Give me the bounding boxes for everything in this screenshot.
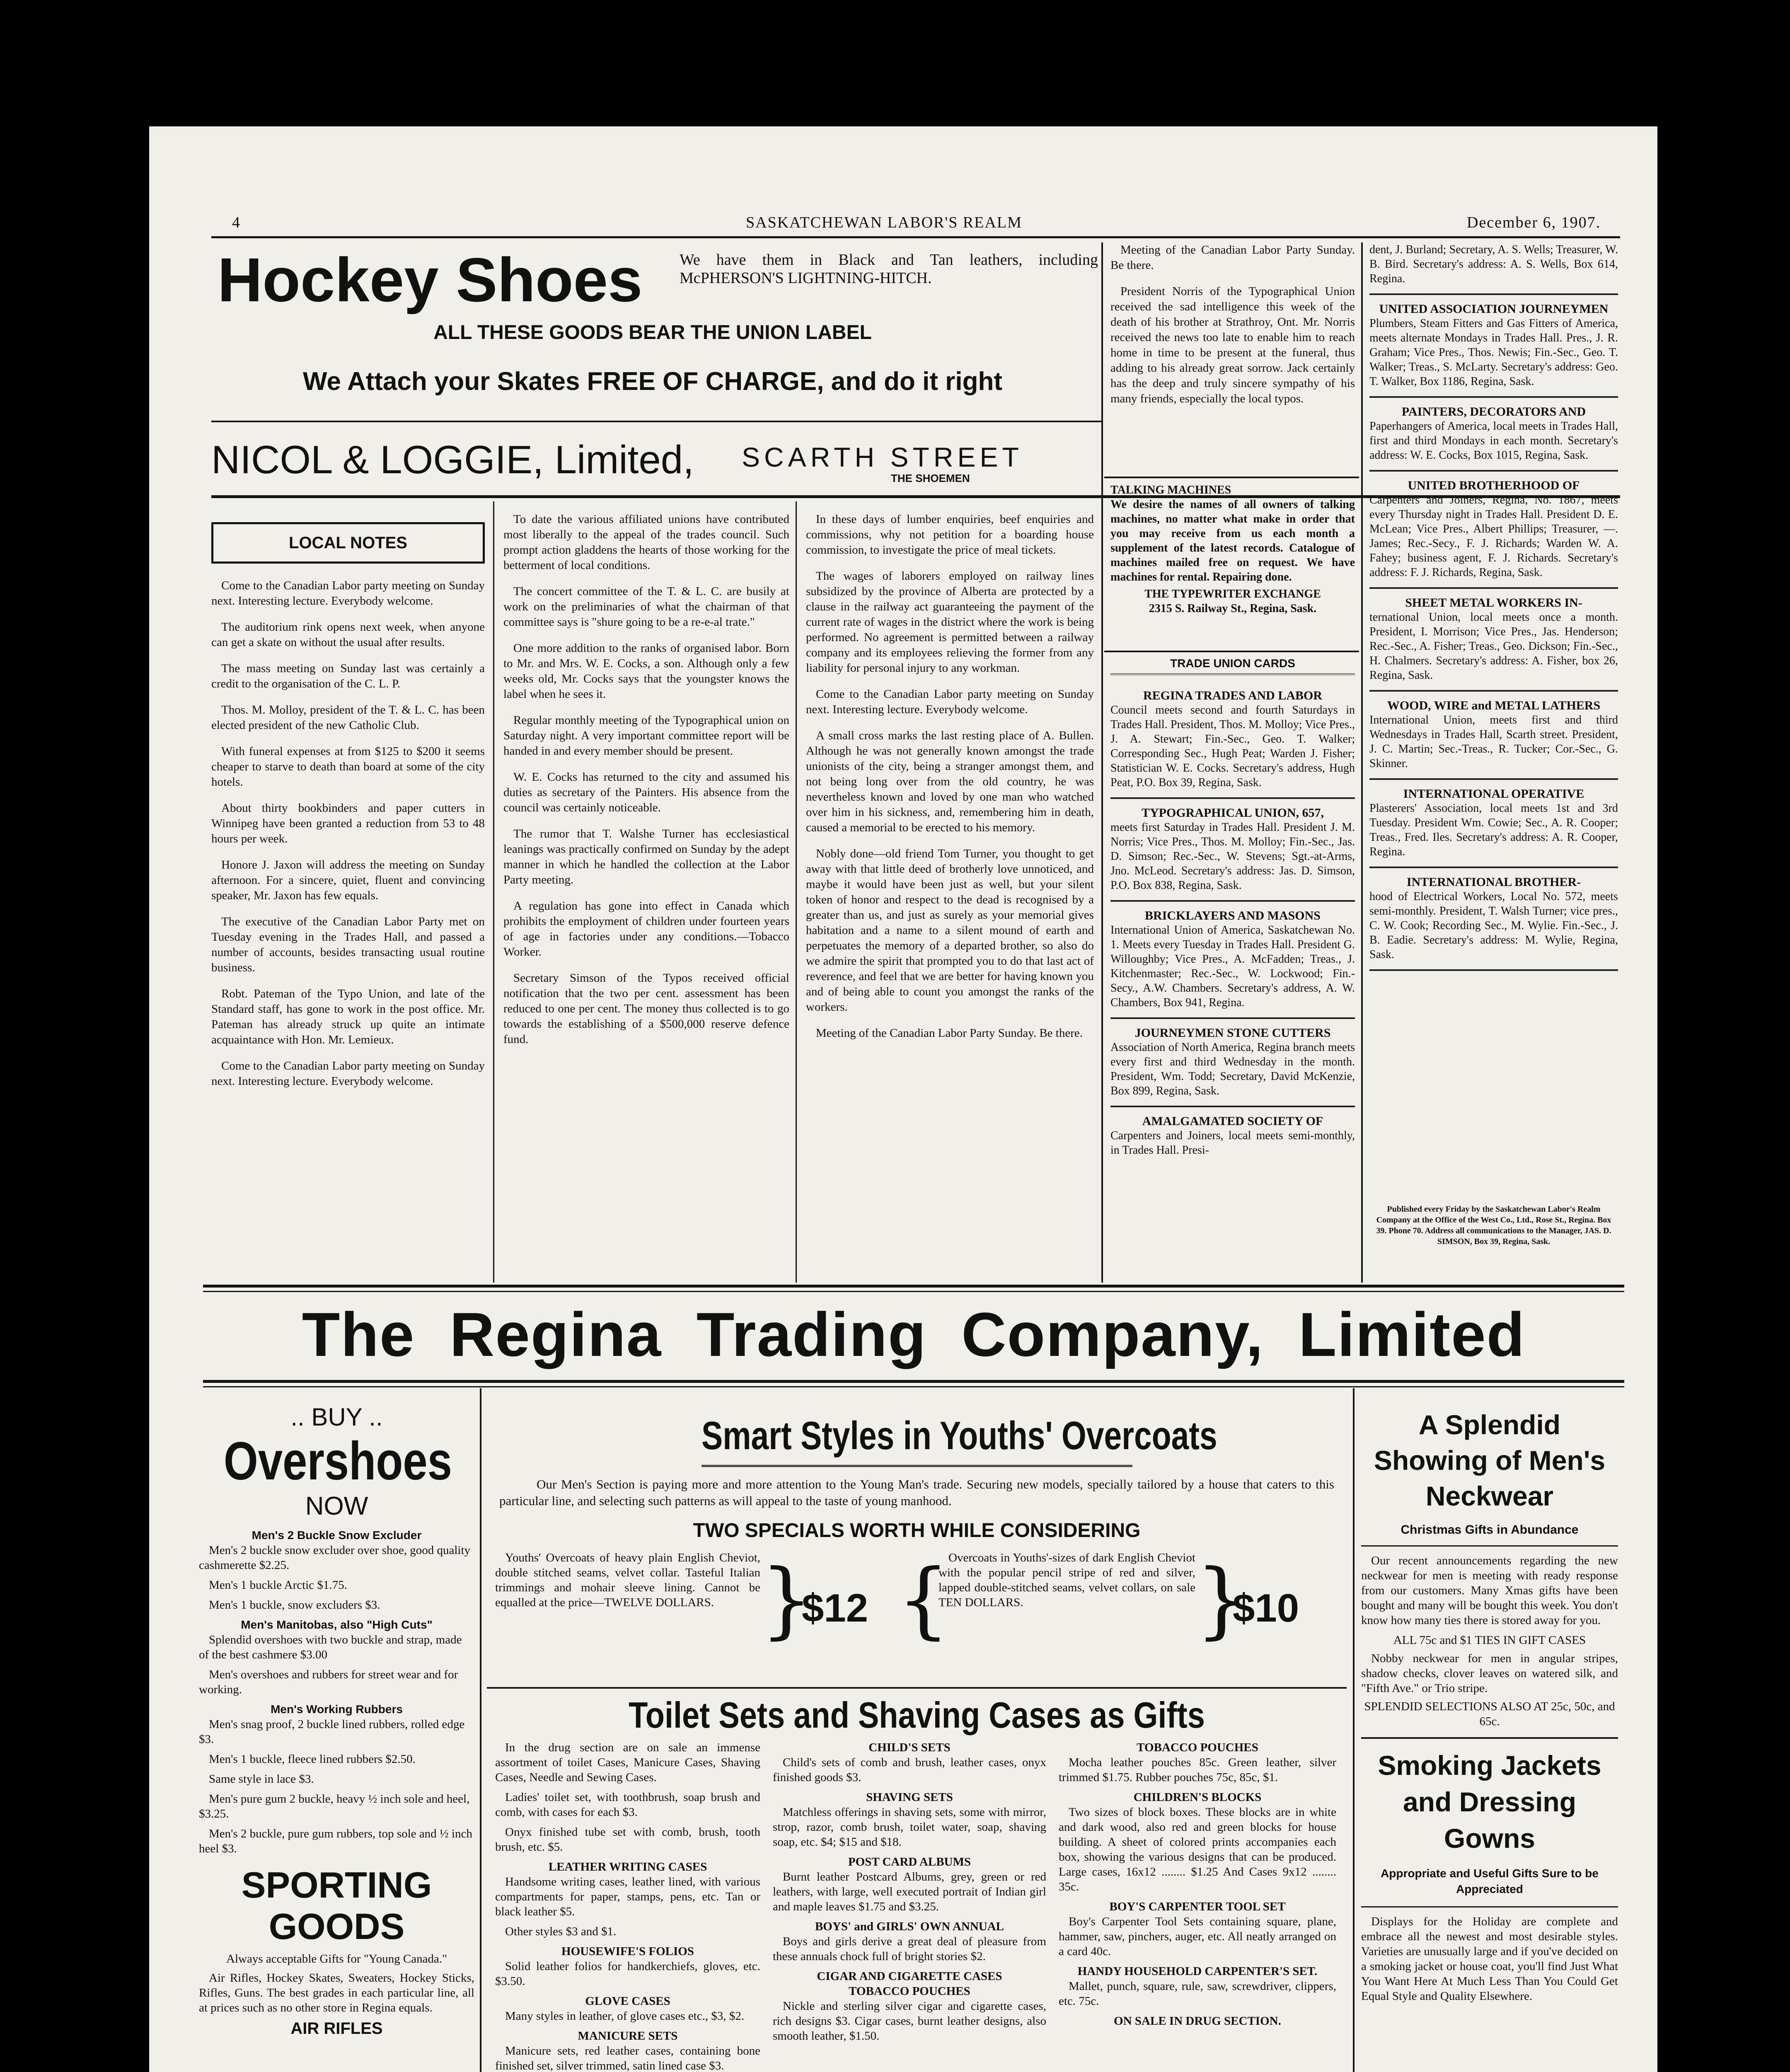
shoemen-tagline: THE SHOEMEN [891,472,970,484]
youths-intro: Our Men's Section is paying more and more attention to the Young Man's trade. Securing new models, specially tailored by a house that caters to this particular line, and selecting such patterns as will appeal to the taste of young manhood. [499,1477,1334,1508]
gift-item: TOBACCO POUCHES Mocha leather pouches 85c. Green leather, silver trimmed $1.75. Rubber pouches 75c, 85c, $1. [1059,1741,1336,1784]
typewriter-exchange-address: 2315 S. Railway St., Regina, Sask. [1149,602,1317,615]
overshoe-item: Men's 2 Buckle Snow Excluder Men's 2 buckle snow excluder over shoe, good quality cashmerette $2.25. [199,1529,471,1572]
brace: } [1195,1552,1248,1648]
gift-item: LEATHER WRITING CASES Handsome writing cases, leather lined, with various compartments for paper, stamps, pens, etc. Tan or black leather $5. [495,1860,760,1918]
union-card: PAINTERS, DECORATORS AND Paperhangers of America, local meets in Trades Hall, first and third Mondays in each month. Secretary's address: W. E. Cocks, Box 1015, Regina, Sask. [1369,398,1618,472]
gift-item: GLOVE CASES Many styles in leather, of glove cases etc., $3, $2. [505,1995,745,2023]
now-line: NOW [305,1492,368,1520]
neckwear-rule [1361,1737,1618,1739]
hockey-shoes-title: Hockey Shoes [218,245,643,315]
air-rifles-line: AIR RIFLES [290,2019,383,2038]
smoking-jackets-text: Displays for the Holiday are complete and embrace all the newest and most desirable styles. Varieties are unusually large and if you've decided on a smoking jacket or house coat, you'll find Just What You Want Here At Much Less Than You Could Get Equal Style and Quality Elsewhere. [1361,1915,1618,2003]
gift-item: Onyx finished tube set with comb, brush, tooth brush, etc. $5. [495,1825,760,1854]
local-notes-col3 [806,512,1094,1283]
overshoe-item: Men's Working Rubbers Men's snag proof, 2 buckle lined rubbers, rolled edge $3. [199,1703,465,1746]
note: W. E. Cocks has returned to the city and assumed his duties as secretary of the Painters. His absence from the council was certainly noticeable. [503,770,789,814]
gift-item: CHILDREN'S BLOCKS Two sizes of block boxes. These blocks are in white and dark wood, also red and green blocks for house building. A sheet of colored prints accompanies each box, showing the various designs that can be produced. Large cases, 16x12 ........ $1.25 And Cases 9x12 ........ 35c. [1059,1791,1336,1893]
union-card: AMALGAMATED SOCIETY OF Carpenters and Joiners, local meets semi-monthly, in Trades Hall. Presi- [1110,1114,1355,1157]
nicol-loggie-name: NICOL & LOGGIE, Limited, [211,438,694,482]
band-rule-top [203,1285,1624,1288]
neckwear-rule [1361,1545,1618,1547]
note: Meeting of the Canadian Labor Party Sunday. Be there. [816,1026,1083,1040]
gift-item: Other styles $3 and $1. [505,1925,617,1938]
toilet-columns [487,1740,1347,2072]
union-card: UNITED BROTHERHOOD OF Carpenters and Joiners, Regina, No. 1867, meets every Thursday night in Trades Hall. President D. E. McLean; Vice Pres., Albert Phillips; Treasurer, —. James; Rec.-Secy., F. J. Richards; Warden W. A. Fahey; business agent, F. J. Richards. Secretary's address: F. J. Richards, Regina, Sask. [1369,472,1618,589]
column-divider [796,501,797,1283]
note: The rumor that T. Walshe Turner has ecclesiastical leanings was practically confirmed on Sunday by the adept manner in which he handled the collection at the Labor Party meeting. [503,827,789,886]
newspaper-page [149,126,1657,2072]
union-cards-col5 [1369,242,1618,1196]
note: Thos. M. Molloy, president of the T. & L. C. has been elected president of the new Catholic Club. [211,703,485,732]
note: A small cross marks the last resting place of A. Bullen. Although he was not generally known amongst the trade unionists of the city, being a stranger amongst them, and not being long over from the old country, he was nevertheless known and loved by one man who watched over him in his sickness, and, remembering him in death, caused a memorial to be erected to his memory. [806,729,1094,834]
neckwear-text-2: Nobby neckwear for men in angular stripes, shadow checks, clover leaves on watered silk, and "Fifth Ave." or Trio stripe. [1361,1652,1618,1695]
buy-line: .. BUY .. [290,1403,383,1431]
overshoe-item: Men's 1 buckle, snow excluders $3. [209,1598,380,1612]
gift-item: Ladies' toilet set, with toothbrush, soap brush and comb, with cases for each $3. [495,1791,760,1819]
special-12-text: Youths' Overcoats of heavy plain English Cheviot, double stitched seams, velvet collar. Tasteful Italian trimmings and mohair sleeve lining. Cannot be equalled at the price—TWELVE DOLLARS. [495,1551,760,1609]
gift-item: SHAVING SETS Matchless offerings in shaving sets, some with mirror, strop, razor, comb brush, toilet water, soap, shaving soap, etc. $4; $15 and $18. [773,1791,1046,1849]
column-divider [493,501,494,1283]
brace: } [760,1552,813,1648]
paper-name: SASKATCHEWAN LABOR'S REALM [746,214,1022,231]
toilet-sets-heading: Toilet Sets and Shaving Cases as Gifts [629,1694,1205,1736]
column-divider [1361,242,1363,1283]
overshoe-item: Men's overshoes and rubbers for street wear and for working. [199,1668,458,1696]
sporting-goods-sub: Always acceptable Gifts for "Young Canada." [226,1952,447,1965]
note: Come to the Canadian Labor party meeting on Sunday next. Interesting lecture. Everybody welcome. [211,1059,485,1088]
ad-column-divider [480,1388,481,2072]
ties-heading: ALL 75c and $1 TIES IN GIFT CASES [1393,1634,1586,1647]
toilet-col3 [1059,1740,1336,2033]
note: President Norris of the Typographical Union received the sad intelligence this week of the death of his brother at Strathroy, Ont. Mr. Norris received the news too late to enable him to reach home in time to be present at the funeral, thus adding to his already great sorrow. Jack certainly has the deep and truly sincere sympathy of his many friends, especially the local typos. [1110,285,1355,405]
skates-line: We Attach your Skates FREE OF CHARGE, and do it right [303,367,1002,396]
gift-item: BOY'S CARPENTER TOOL SET Boy's Carpenter Tool Sets containing square, plane, hammer, saw, pinchers, auger, etc. All neatly arranged on a card 40c. [1059,1900,1336,1958]
neckwear-ad [1361,1407,1618,2072]
splendid-selections: SPLENDID SELECTIONS ALSO AT 25c, 50c, and 65c. [1364,1700,1615,1728]
regina-trading-title: The Regina Trading Company, Limited [302,1300,1526,1369]
toilet-col1 [495,1740,760,2072]
union-card: INTERNATIONAL OPERATIVE Plasterers' Association, local meets 1st and 3rd Tuesday. President Wm. Cowie; Sec., A. R. Cooper; Treas., Fred. Iles. Secretary's address: A. R. Cooper, Regina. [1369,780,1618,868]
note: In these days of lumber enquiries, beef enquiries and commissions, why not petition for a boarding house commission, to investigate the price of meal tickets. [806,513,1094,557]
union-card: SHEET METAL WORKERS IN- ternational Union, local meets once a month. President, I. Morrison; Vice Pres., Jas. Henderson; Rec.-Sec., A. Fisher; Treas., Geo. Dickson; Fin.-Sec., H. Chalmers. Secretary's address: A. Fisher, box 26, Regina, Sask. [1369,589,1618,692]
page-number: 4 [232,214,241,231]
gift-item: In the drug section are on sale an immense assortment of toilet Cases, Manicure Cases, Shaving Cases, Needle and Sewing Cases. [495,1741,760,1784]
ad-rule [211,421,1102,422]
sporting-goods-heading: SPORTING GOODS [241,1864,432,1947]
specials-row [487,1546,1347,1687]
union-card: TYPOGRAPHICAL UNION, 657, meets first Saturday in Trades Hall. President J. M. Norris; Vice Pres., Thos. M. Molloy; Fin.-Sec., Jas. D. Simson; Rec.-Sec., W. Stevens; Sgt.-at-Arms, Jno. McLeod. Secretary's address: Jas. D. Simson, P.O. Box 838, Regina, Sask. [1110,799,1355,902]
column-divider [1101,242,1103,1283]
union-card: JOURNEYMEN STONE CUTTERS Association of North America, Regina branch meets every first and third Wednesday in the month. President, Wm. Todd; Secretary, David McKenzie, Box 899, Regina, Sask. [1110,1019,1355,1107]
note: Robt. Pateman of the Typo Union, and late of the Standard staff, has gone to work in the post office. Mr. Pateman has already struck up quite an intimate acquaintance with Hon. Mr. Lemieux. [211,987,485,1046]
overshoes-heading: Overshoes [223,1431,452,1491]
note: The concert committee of the T. & L. C. are busily at work on the preliminaries of what the chairman of that committee says is "shure going to be a re-e-al trate." [503,585,789,629]
brace: { [897,1552,950,1648]
column-rule [1104,651,1359,652]
smoking-jackets-heading: Smoking Jackets and Dressing Gowns [1378,1750,1601,1854]
ad-column-divider [1353,1388,1355,2072]
union-card: WOOD, WIRE and METAL LATHERS International Union, meets first and third Wednesdays in Trades Hall, Scarth street. President, J. C. Martin; Sec.-Treas., R. Tucker; Cor.-Sec., G. Skinner. [1369,692,1618,780]
header-rule [211,236,1620,238]
note: A regulation has gone into effect in Canada which prohibits the employment of children under fourteen years of age in factories under any conditions.—Tobacco Worker. [503,899,789,959]
union-label-line: ALL THESE GOODS BEAR THE UNION LABEL [433,322,872,344]
gift-item: ON SALE IN DRUG SECTION. [1114,2014,1281,2028]
union-card: UNITED ASSOCIATION JOURNEYMEN Plumbers, Steam Fitters and Gas Fitters of America, meets alternate Mondays in Trades Hall. Pres., J. R. Graham; Vice Pres., Thos. Newis; Fin.-Sec., Geo. T. Walker; Treas., S. McLarty. Secretary's address: Geo. T. Walker, Box 1186, Regina, Sask. [1369,295,1618,398]
overshoe-item: Men's 1 buckle, fleece lined rubbers $2.50. [209,1752,416,1766]
publisher-imprint: Published every Friday by the Saskatchewan Labor's Realm Company at the Office of the West Co., Ltd., Rose St., Regina. Box 39. Phone 70. Address all communications to the Manager, JAS. D. SIMSON, Box 39, Regina, Sask. [1376,1205,1611,1246]
note: Honore J. Jaxon will address the meeting on Sunday afternoon. For a sincere, quiet, fluent and convincing speaker, Mr. Jaxon has few equals. [211,858,485,902]
note: Nobly done—old friend Tom Turner, you thought to get away with that little deed of brotherly love unnoticed, and maybe it would have been just as well, but your silent token of honor and respect to the dead is recognised by a greater than us, and just as surely as your memorial gives habitation and a name to a silent mound of earth and perpetuates the memory of a departed brother, so also do we admire the spirit that prompted you to do that last act of reverence, and feel that we are better for having known you and of being able to count you amongst the ranks of the workers. [806,847,1094,1014]
overshoe-item: Men's 2 buckle, pure gum rubbers, top sole and ½ inch heel $3. [199,1827,472,1855]
note: Come to the Canadian Labor party meeting on Sunday next. Interesting lecture. Everybody welcome. [211,579,485,608]
overshoe-item: Men's 1 buckle Arctic $1.75. [209,1578,347,1592]
center-ad-column [487,1399,1347,2072]
note: Secretary Simson of the Typos received official notification that the two per cent. assessment has been reduced to one per cent. The money thus collected is to go towards the establishing of a $500,000 reserve defence fund. [503,971,789,1046]
special-10-text: Overcoats in Youths'-sizes of dark English Cheviot with the popular pencil stripe of red and silver, lapped double-stitched seams, velvet collars, on sale TEN DOLLARS. [939,1551,1195,1609]
gift-item: HOUSEWIFE'S FOLIOS Solid leather folios for handkerchiefs, gloves, etc. $3.50. [495,1945,760,1988]
special-12-price: $12 [802,1586,868,1630]
gift-item: TOBACCO POUCHES Nickle and sterling silver cigar and cigarette cases, rich designs $3. Cigar cases, burnt leather designs, also smooth leather, $1.50. [773,1985,1046,2043]
gift-item: BOYS' and GIRLS' OWN ANNUAL Boys and girls derive a great deal of pleasure from these annuals chock full of bright stories $2. [773,1920,1046,1963]
christmas-gifts-sub: Christmas Gifts in Abundance [1401,1523,1579,1537]
scarth-street: SCARTH STREET [742,442,1023,472]
note: One more addition to the ranks of organised labor. Born to Mr. and Mrs. W. E. Cocks, a son. Although only a few weeks old, Mr. Cocks says that the youngster knows the label when he sees it. [503,641,789,701]
trade-union-cards-heading: TRADE UNION CARDS [1110,657,1355,675]
overshoes-ad [199,1403,474,2072]
union-card: INTERNATIONAL BROTHER- hood of Electrical Workers, Local No. 572, meets semi-monthly. President, T. Walsh Turner; vice pres., C. W. Cook; Recording Sec., M. Wylie. Fin.-Sec., J. B. Eadie. Secretary's address: M. Wylie, Regina, Sask. [1369,868,1618,971]
note: The auditorium rink opens next week, when anyone can get a skate on without the usual after results. [211,620,485,649]
band-rule-top-thin [203,1291,1624,1292]
note: The mass meeting on Sunday last was certainly a credit to the organisation of the C. L. P. [211,662,485,690]
local-notes-col1 [211,578,485,1283]
two-specials-heading: TWO SPECIALS WORTH WHILE CONSIDERING [693,1520,1141,1542]
center-ad-rule [487,1687,1347,1689]
hockey-side-text: We have them in Black and Tan leathers, including McPHERSON'S LIGHTNING-HITCH. [680,251,1098,287]
band-rule-bottom-thin [203,1386,1624,1387]
note: The executive of the Canadian Labor Party met on Tuesday evening in the Trades Hall, and passed a number of accounts, besides transacting usual routine business. [211,915,485,974]
neckwear-heading: A Splendid Showing of Men's Neckwear [1374,1409,1606,1511]
local-notes-col2 [503,512,789,1283]
column-rule [1104,477,1359,478]
special-10-price: $10 [1233,1586,1299,1630]
issue-date: December 6, 1907. [1467,214,1601,231]
union-card: BRICKLAYERS AND MASONS International Union of America, Saskatchewan No. 1. Meets every Tuesday in Trades Hall. President G. Willoughby; Vice Pres., A. McFadden; Treas., J. Kitchenmaster; Rec.-Sec., W. Lockwood; Fin.-Secy., A.W. Chambers. Secretary's address, A. W. Chambers, Box 941, Regina. [1110,902,1355,1019]
note: The wages of laborers employed on railway lines subsidized by the province of Alberta are protected by a clause in the railway act guaranteeing the payment of the current rate of wages in the district where the work is being performed. No agreement is permitted between a railway company and its employees relieving the former from any liability for personal injury to any workman. [806,569,1094,675]
youths-overcoats-heading: Smart Styles in Youths' Overcoats [701,1407,1132,1467]
note: Come to the Canadian Labor party meeting on Sunday next. Interesting lecture. Everybody welcome. [806,687,1094,716]
neckwear-text: Our recent announcements regarding the new neckwear for men is meeting with ready response from our customers. Many Xmas gifts have been bought and many will be bought this week. You don't know how many ties there is stored away for you. [1361,1554,1618,1627]
overshoe-item: Same style in lace $3. [209,1772,314,1786]
toilet-col2 [773,1740,1046,2048]
typewriter-exchange-ad [1110,483,1355,616]
local-notes-col4 [1110,242,1355,474]
note: About thirty bookbinders and paper cutters in Winnipeg have been granted a reduction from 53 to 48 hours per week. [211,801,485,845]
union-cards-col4 [1110,682,1355,1283]
union-card: REGINA TRADES AND LABOR Council meets second and fourth Saturdays in Trades Hall. President, Thos. M. Molloy; Vice Pres., J. A. Stewart; Fin.-Sec., Geo. T. Walker; Corresponding Sec., Hugh Peat; Warden J. Fisher; Statistician W. E. Cocks. Secretary's address, Hugh Peat, P.O. Box 39, Regina, Sask. [1110,682,1355,799]
overshoe-item: Men's pure gum 2 buckle, heavy ½ inch sole and heel, $3.25. [199,1792,470,1820]
appropriate-gifts-sub: Appropriate and Useful Gifts Sure to be Appreciated [1381,1867,1599,1895]
talking-machines-title: TALKING MACHINES [1110,484,1231,496]
note: With funeral expenses at from $125 to $200 it seems cheaper to starve to death than board at some of the city hotels. [211,745,485,789]
sporting-goods-text: Air Rifles, Hockey Skates, Sweaters, Hockey Sticks, Rifles, Guns. The best grades in each particular line, all at prices such as no other store in Regina equals. [199,1971,474,2014]
band-rule-bottom [203,1380,1624,1383]
gift-item: HANDY HOUSEHOLD CARPENTER'S SET. Mallet, punch, square, rule, saw, screwdriver, clippers, etc. 75c. [1059,1965,1336,2008]
overshoe-item: Men's Manitobas, also "High Cuts" Splendid overshoes with two buckle and strap, made of the best cashmere $3.00 [199,1618,462,1661]
talking-machines-text: We desire the names of all owners of talking machines, no matter what make in order that you may receive from us each month a supplement of the latest records. Catalogue of machines mailed free on request. We have machines for rental. Repairing done. [1110,498,1355,583]
gift-item: CHILD'S SETS Child's sets of comb and brush, leather cases, onyx finished goods $3. [773,1741,1046,1784]
note: Meeting of the Canadian Labor Party Sunday. Be there. [1110,243,1355,272]
gift-item: CIGAR AND CIGARETTE CASES [817,1970,1002,1983]
note: Regular monthly meeting of the Typographical union on Saturday night. A very important committee report will be handed in and every member should be present. [503,714,789,758]
note: To date the various affiliated unions have contributed most liberally to the appeal of the trades council. Such prompt action gladdens the hearts of those working for the betterment of local conditions. [503,513,789,572]
smoking-rule [1361,1906,1618,1907]
gift-item: MANICURE SETS Manicure sets, red leather cases, containing bone finished set, silver trimmed, satin lined case $3. [495,2029,760,2072]
typewriter-exchange-name: THE TYPEWRITER EXCHANGE [1144,588,1321,600]
union-card: dent, J. Burland; Secretary, A. S. Wells; Treasurer, W. B. Bird. Secretary's address: A. S. Wells, Box 614, Regina. [1369,242,1618,295]
gift-item: POST CARD ALBUMS Burnt leather Postcard Albums, grey, green or red leathers, with large, well executed portrait of Indian girl and maple leaves $1.75 and $3.25. [773,1855,1046,1913]
local-notes-heading: LOCAL NOTES [211,522,485,564]
